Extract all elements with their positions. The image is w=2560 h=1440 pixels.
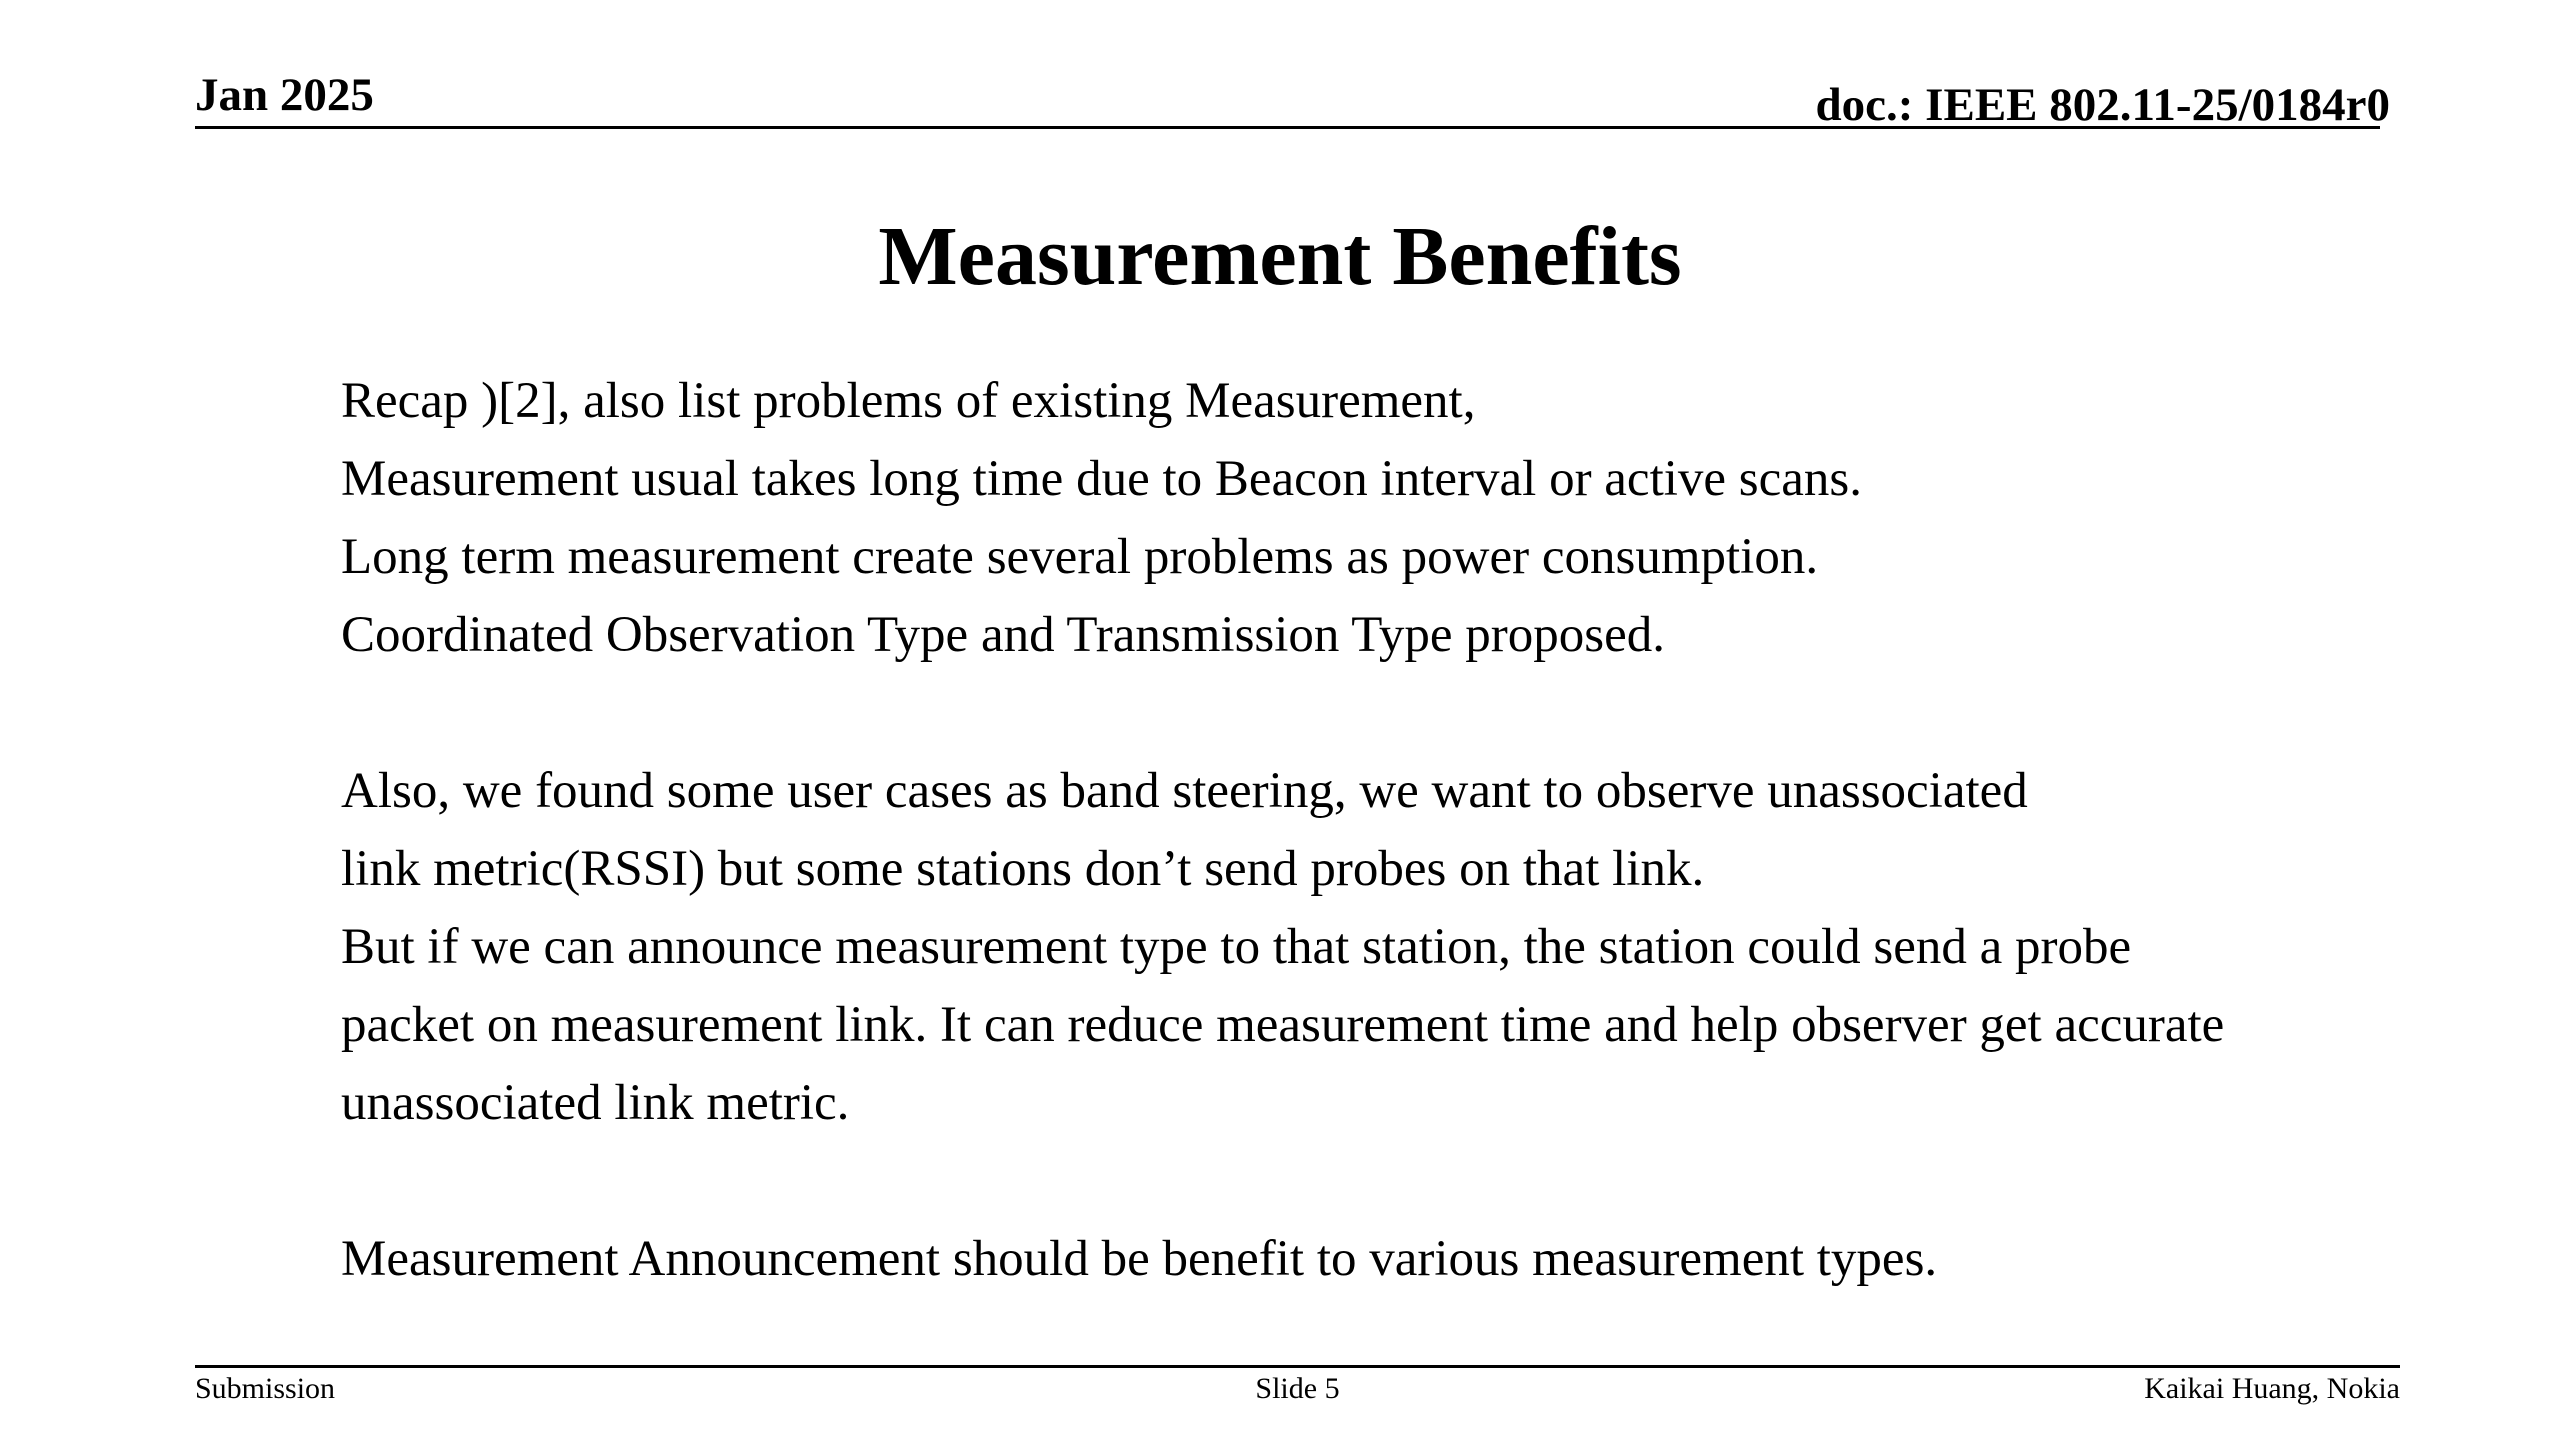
body-line: But if we can announce measurement type to that station, the station could send a probe [341, 919, 2132, 975]
footer-divider [195, 1365, 2400, 1368]
footer-author: Kaikai Huang, Nokia [2144, 1372, 2400, 1405]
body-line: link metric(RSSI) but some stations don’t send probes on that link. [341, 841, 1705, 897]
body-line: Long term measurement create several problems as power consumption. [341, 529, 1819, 585]
body-line: Measurement usual takes long time due to Beacon interval or active scans. [341, 451, 1863, 507]
header-doc-id: doc.: IEEE 802.11-25/0184r0 [1815, 79, 2390, 131]
slide-title: Measurement Benefits [878, 210, 1682, 303]
body-line: unassociated link metric. [341, 1075, 850, 1131]
slide-body [341, 362, 2461, 1298]
footer-slide-number: Slide 5 [1255, 1372, 1340, 1405]
body-line: Measurement Announcement should be benefit to various measurement types. [341, 1231, 1938, 1287]
body-line: Coordinated Observation Type and Transmission Type proposed. [341, 607, 1665, 663]
body-line: Also, we found some user cases as band steering, we want to observe unassociated [341, 763, 2028, 819]
header-date: Jan 2025 [195, 69, 374, 121]
body-line: Recap )[2], also list problems of existing Measurement, [341, 373, 1476, 429]
footer-submission: Submission [195, 1372, 336, 1405]
paragraph-gap [341, 1142, 2461, 1220]
body-line: packet on measurement link. It can reduce measurement time and help observer get accurate [341, 997, 2225, 1053]
header-divider [195, 126, 2380, 129]
paragraph-gap [341, 674, 2461, 752]
